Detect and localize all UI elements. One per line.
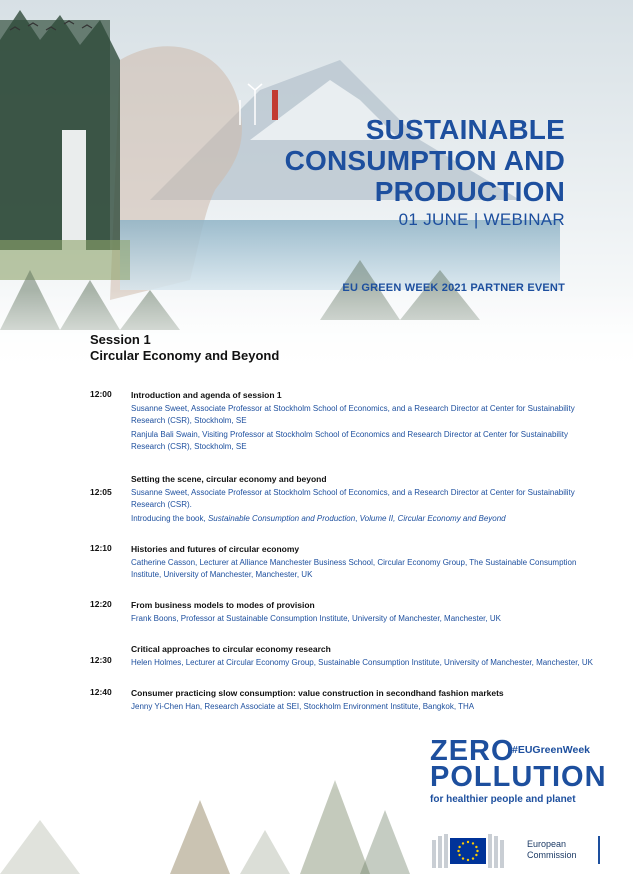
zero-word: ZERO bbox=[430, 735, 515, 767]
agenda-item-title: From business models to modes of provision bbox=[131, 600, 315, 610]
agenda-item-title: Histories and futures of circular economy bbox=[131, 544, 300, 554]
agenda-time: 12:00 bbox=[90, 389, 112, 399]
session-heading bbox=[90, 332, 279, 364]
agenda-time: 12:20 bbox=[90, 599, 112, 609]
agenda-time: 12:40 bbox=[90, 687, 112, 697]
tagline: for healthier people and planet bbox=[430, 794, 576, 805]
ec-name bbox=[527, 839, 577, 861]
agenda-speaker: Ranjula Bali Swain, Visiting Professor at Stockholm School of Economics and Research Director at Center for Sustainability Research (CSR), Stockholm, SE bbox=[131, 430, 568, 451]
agenda-item-title: Critical approaches to circular economy research bbox=[131, 644, 331, 654]
agenda-speaker: Jenny Yi-Chen Han, Research Associate at SEI, Stockholm Environment Institute, Bangkok, THA bbox=[131, 702, 475, 711]
event-date: 01 JUNE | WEBINAR bbox=[398, 210, 565, 229]
ec-divider bbox=[598, 836, 600, 864]
book-intro-prefix: Introducing the book, bbox=[131, 514, 208, 523]
book-intro-separator: , bbox=[355, 514, 360, 523]
agenda-item bbox=[0, 473, 633, 525]
partner-event-label: EU GREEN WEEK 2021 PARTNER EVENT bbox=[342, 282, 565, 294]
session-title: Circular Economy and Beyond bbox=[90, 348, 280, 363]
agenda-item-title: Consumer practicing slow consumption: value construction in secondhand fashion markets bbox=[131, 688, 504, 698]
agenda-item-title: Introduction and agenda of session 1 bbox=[131, 390, 282, 400]
session-number: Session 1 bbox=[90, 332, 151, 347]
agenda-speaker: Susanne Sweet, Associate Professor at Stockholm School of Economics, and a Research Director at Center for Sustainability Research (CSR). bbox=[131, 488, 575, 509]
agenda-item bbox=[0, 389, 633, 453]
event-title bbox=[285, 114, 565, 207]
agenda-item-title: Setting the scene, circular economy and beyond bbox=[131, 474, 327, 484]
ec-name-line-1: European bbox=[527, 839, 567, 849]
book-title: Sustainable Consumption and Production bbox=[207, 514, 356, 523]
chimney-icon bbox=[272, 90, 278, 120]
event-title-line-3: PRODUCTION bbox=[374, 176, 565, 207]
event-title-line-1: SUSTAINABLE bbox=[365, 114, 565, 145]
agenda-item bbox=[0, 599, 633, 625]
agenda-time: 12:30 bbox=[90, 655, 112, 665]
event-title-block bbox=[285, 114, 565, 230]
agenda-speaker: Frank Boons, Professor at Sustainable Consumption Institute, University of Manchester, Manchester, UK bbox=[131, 614, 501, 623]
hashtag: #EUGreenWeek bbox=[512, 744, 591, 756]
european-commission-logo bbox=[430, 830, 605, 870]
agenda-speaker: Susanne Sweet, Associate Professor at Stockholm School of Economics, and a Research Director at Center for Sustainability Research (CSR), Stockholm, SE bbox=[131, 404, 575, 425]
agenda-item bbox=[0, 543, 633, 581]
agenda-list bbox=[0, 389, 633, 726]
agenda-time: 12:10 bbox=[90, 543, 112, 553]
ec-building-flag-icon bbox=[430, 830, 522, 870]
event-title-line-2: CONSUMPTION AND bbox=[284, 145, 565, 176]
agenda-item bbox=[0, 687, 633, 713]
hero-image bbox=[0, 0, 633, 375]
book-volume: Volume II, Circular Economy and Beyond bbox=[359, 514, 506, 523]
pollution-word: POLLUTION bbox=[430, 761, 607, 793]
zero-pollution-logo bbox=[430, 735, 607, 805]
agenda-item bbox=[0, 643, 633, 669]
agenda-time: 12:05 bbox=[90, 487, 112, 497]
agenda-speaker: Catherine Casson, Lecturer at Alliance Manchester Business School, Circular Economy Group, The Sustainable Consumption Institute, University of Manchester, Manchester, UK bbox=[131, 558, 577, 579]
agenda-speaker: Helen Holmes, Lecturer at Circular Economy Group, Sustainable Consumption Institute, University of Manchester, Manchester, UK bbox=[131, 658, 593, 667]
agenda-book-intro bbox=[131, 513, 601, 525]
ec-name-line-2: Commission bbox=[527, 850, 577, 860]
